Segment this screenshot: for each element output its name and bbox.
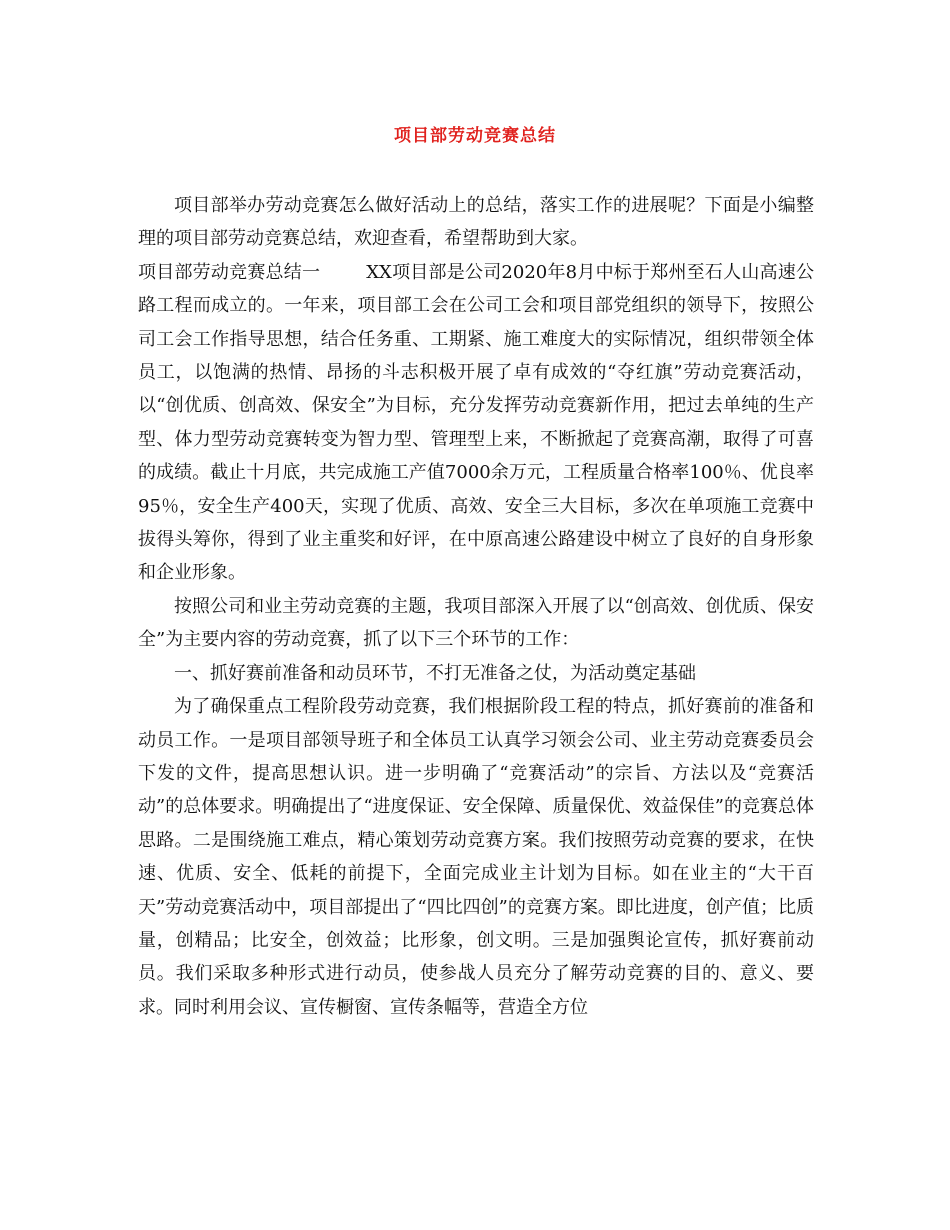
section-heading: 项目部劳动竞赛总结一: [138, 261, 321, 283]
section-paragraph: [138, 256, 814, 590]
document-title: 项目部劳动竞赛总结: [394, 126, 556, 146]
intro-paragraph: 项目部举办劳动竞赛怎么做好活动上的总结，落实工作的进展呢？下面是小编整理的项目部劳动竞赛总结，欢迎查看，希望帮助到大家。: [138, 195, 814, 250]
section-body: XX项目部是公司2020年8月中标于郑州至石人山高速公路工程而成立的。一年来，项目部工会在公司工会和项目部党组织的领导下，按照公司工会工作指导思想，结合任务重、工期紧、施工难度大的实际情况，组织带领全体员工，以饱满的热情、昂扬的斗志积极开展了卓有成效的“夺红旗”劳动竞赛活动，以“创优质、创高效、保安全”为目标，充分发挥劳动竞赛新作用，把过去单纯的生产型、体力型劳动竞赛转变为智力型、管理型上来，不断掀起了竞赛高潮，取得了可喜的成绩。截止十月底，共完成施工产值7000余万元，工程质量合格率100％、优良率95％，安全生产400天，实现了优质、高效、安全三大目标，多次在单项施工竞赛中拔得头筹你，得到了业主重奖和好评，在中原高速公路建设中树立了良好的自身形象和企业形象。: [138, 261, 815, 584]
document-body: [138, 189, 814, 1024]
paragraph-3: 一、抓好赛前准备和动员环节，不打无准备之仗，为活动奠定基础: [174, 662, 696, 684]
paragraph-4: 为了确保重点工程阶段劳动竞赛，我们根据阶段工程的特点，抓好赛前的准备和动员工作。一是项目部领导班子和全体员工认真学习领会公司、业主劳动竞赛委员会下发的文件，提高思想认识。进一步明确了“竞赛活动”的宗旨、方法以及“竞赛活动”的总体要求。明确提出了“进度保证、安全保障、质量保优、效益保佳”的竞赛总体思路。二是围绕施工难点，精心策划劳动竞赛方案。我们按照劳动竞赛的要求，在快速、优质、安全、低耗的前提下，全面完成业主计划为目标。如在业主的“大干百天”劳动竞赛活动中，项目部提出了“四比四创”的竞赛方案。即比进度，创产值；比质量，创精品；比安全，创效益；比形象，创文明。三是加强舆论宣传，抓好赛前动员。我们采取多种形式进行动员，使参战人员充分了解劳动竞赛的目的、意义、要求。同时利用会议、宣传橱窗、宣传条幅等，营造全方位: [138, 696, 814, 1018]
paragraph-2: 按照公司和业主劳动竞赛的主题，我项目部深入开展了以“创高效、创优质、保安全”为主要内容的劳动竞赛，抓了以下三个环节的工作：: [138, 595, 814, 651]
